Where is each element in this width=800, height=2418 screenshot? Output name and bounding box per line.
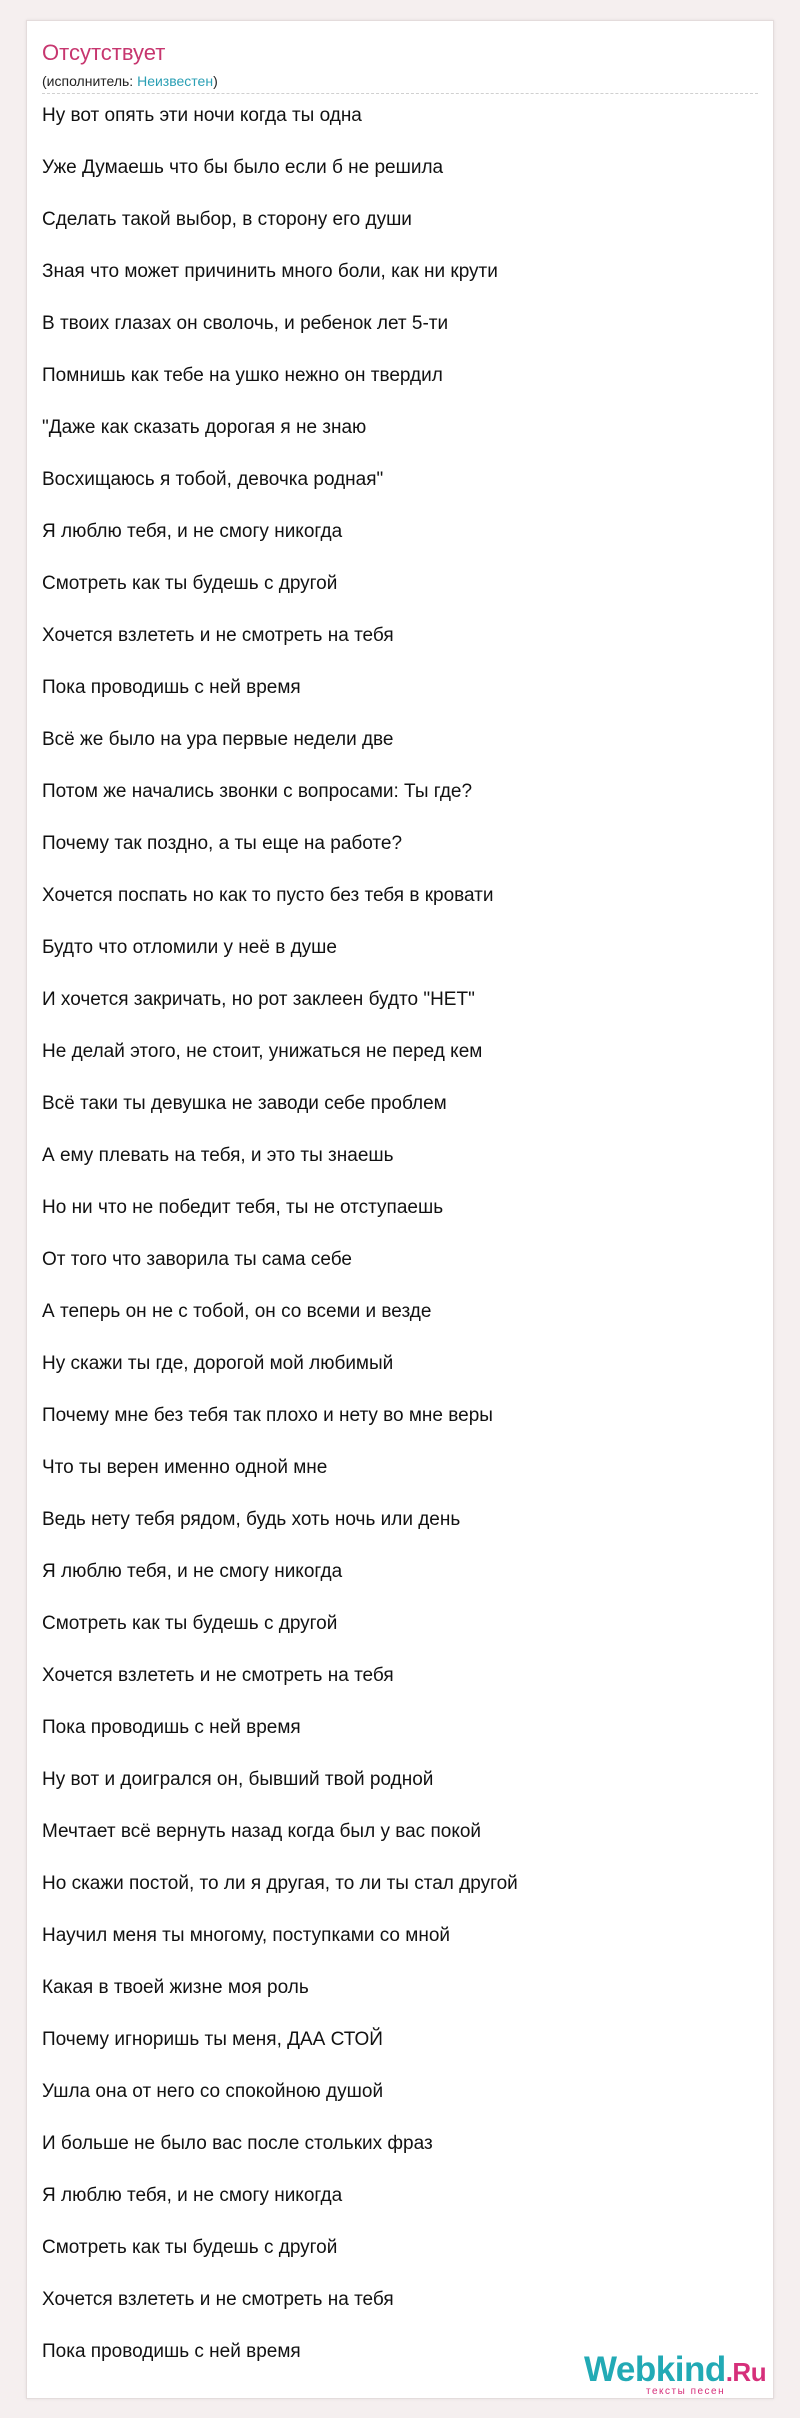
lyric-line: Помнишь как тебе на ушко нежно он твердил: [42, 365, 443, 386]
lyric-line: Всё таки ты девушка не заводи себе проблем: [42, 1093, 447, 1114]
artist-suffix: ): [213, 73, 218, 89]
lyric-line: Ушла она от него со спокойною душой: [42, 2081, 384, 2102]
lyric-line: Я люблю тебя, и не смогу никогда: [42, 1561, 343, 1582]
lyric-line: Почему игноришь ты меня, ДАА СТОЙ: [42, 2029, 383, 2050]
song-title: Отсутствует: [42, 40, 166, 65]
lyric-line: И больше не было вас после стольких фраз: [42, 2133, 433, 2154]
artist-link[interactable]: Неизвестен: [137, 73, 214, 89]
lyric-line: От того что заворила ты сама себе: [42, 1249, 352, 1270]
lyric-line: Почему мне без тебя так плохо и нету во мне веры: [42, 1405, 493, 1426]
lyric-line: Но скажи постой, то ли я другая, то ли ты стал другой: [42, 1873, 518, 1894]
lyric-line: Ну скажи ты где, дорогой мой любимый: [42, 1353, 394, 1374]
artist-line: [42, 72, 218, 90]
lyric-line: Почему так поздно, а ты еще на работе?: [42, 833, 403, 854]
lyric-line: Какая в твоей жизне моя роль: [42, 1977, 309, 1998]
artist-prefix: (исполнитель:: [42, 73, 138, 89]
lyric-line: Смотреть как ты будешь с другой: [42, 2237, 338, 2258]
lyric-line: Пока проводишь с ней время: [42, 1717, 301, 1738]
lyric-line: А теперь он не с тобой, он со всеми и везде: [42, 1301, 432, 1322]
lyric-line: Всё же было на ура первые недели две: [42, 729, 394, 750]
logo-tagline: тексты песен: [646, 2386, 726, 2397]
logo-ru-text: .Ru: [725, 2357, 767, 2387]
lyric-line: Восхищаюсь я тобой, девочка родная": [42, 469, 384, 490]
lyric-line: Мечтает всё вернуть назад когда был у вас покой: [42, 1821, 482, 1842]
lyric-line: Ну вот опять эти ночи когда ты одна: [42, 105, 362, 126]
lyric-line: Смотреть как ты будешь с другой: [42, 573, 338, 594]
webkind-logo[interactable]: [584, 2350, 774, 2398]
lyric-line: Что ты верен именно одной мне: [42, 1457, 328, 1478]
lyric-line: Хочется взлететь и не смотреть на тебя: [42, 2289, 394, 2310]
lyric-line: В твоих глазах он сволочь, и ребенок лет 5-ти: [42, 313, 449, 334]
lyric-line: Уже Думаешь что бы было если б не решила: [42, 157, 444, 178]
lyric-line: Не делай этого, не стоит, унижаться не перед кем: [42, 1041, 483, 1062]
lyric-line: Пока проводишь с ней время: [42, 677, 301, 698]
lyric-line: Ну вот и доигрался он, бывший твой родной: [42, 1769, 434, 1790]
lyric-line: И хочется закричать, но рот заклеен будто "НЕТ": [42, 989, 475, 1010]
lyric-line: Научил меня ты многому, поступками со мной: [42, 1925, 451, 1946]
lyric-line: Я люблю тебя, и не смогу никогда: [42, 521, 343, 542]
lyric-line: Но ни что не победит тебя, ты не отступаешь: [42, 1197, 444, 1218]
lyric-line: Потом же начались звонки с вопросами: Ты где?: [42, 781, 473, 802]
lyric-line: Ведь нету тебя рядом, будь хоть ночь или день: [42, 1509, 461, 1530]
lyric-line: Смотреть как ты будешь с другой: [42, 1613, 338, 1634]
logo-web-text: Web: [584, 2350, 656, 2389]
lyric-line: Будто что отломили у неё в душе: [42, 937, 337, 958]
lyric-line: Пока проводишь с ней время: [42, 2341, 301, 2362]
lyric-line: Хочется поспать но как то пусто без тебя в кровати: [42, 885, 494, 906]
lyric-line: Хочется взлететь и не смотреть на тебя: [42, 1665, 394, 1686]
lyrics-list: [42, 104, 752, 2392]
lyric-line: "Даже как сказать дорогая я не знаю: [42, 417, 367, 438]
title-divider: [42, 93, 758, 94]
logo-kind-text: kind: [655, 2350, 726, 2389]
lyric-line: Зная что может причинить много боли, как ни крути: [42, 261, 498, 282]
lyric-line: Сделать такой выбор, в сторону его души: [42, 209, 412, 230]
lyric-line: Хочется взлететь и не смотреть на тебя: [42, 625, 394, 646]
lyric-line: Я люблю тебя, и не смогу никогда: [42, 2185, 343, 2206]
lyric-line: А ему плевать на тебя, и это ты знаешь: [42, 1145, 394, 1166]
